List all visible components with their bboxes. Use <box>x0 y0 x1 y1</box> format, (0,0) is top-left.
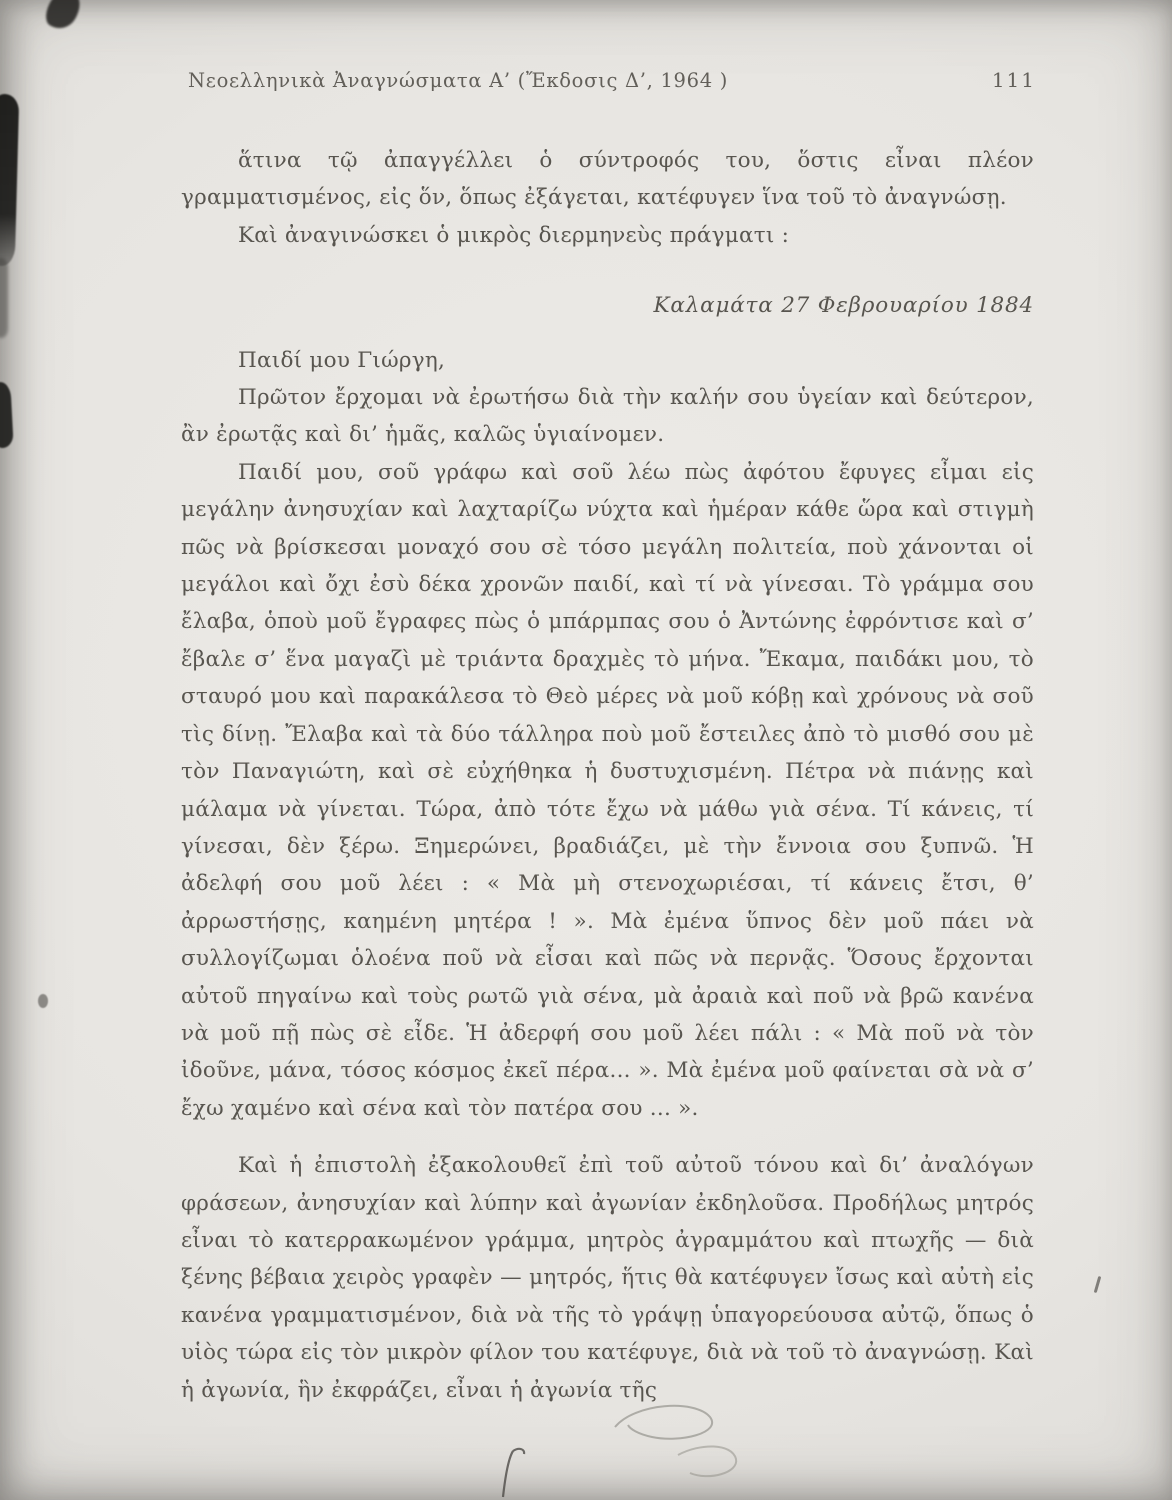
scan-artifact-margin-dot <box>38 994 48 1008</box>
letter-dateline: Καλαμάτα 27 Φεβρουαρίου 1884 <box>653 293 1034 319</box>
page-header <box>188 68 1036 92</box>
scan-artifact-left-streak-upper <box>0 94 19 267</box>
page-number: 111 <box>991 68 1036 92</box>
commentary-paragraph: Καὶ ἡ ἐπιστολὴ ἐξακολουθεῖ ἐπὶ τοῦ αὐτοῦ τόνου καὶ δι’ ἀναλόγων φράσεων, ἀνησυχίαν καὶ λύπην καὶ ἀγωνίαν ἐκδηλοῦσα. Προδήλως μητρός εἶναι τὸ κατερρακωμένον γράμμα, μητρὸς ἀγραμμάτου καὶ πτωχῆς — διὰ ξένης βέβαια χειρὸς γραφὲν — μητρός, ἥτις θὰ κατέφυγεν ἴσως καὶ αὐτὴ εἰς κανένα γραμματισμένον, διὰ νὰ τῆς τὸ γράψῃ ὑπαγορεύουσα αὐτῷ, ὅπως ὁ υἱὸς τώρα εἰς τὸν μικρὸν φίλον του κατέφυγε, διὰ νὰ τοῦ τὸ ἀναγνώσῃ. Καὶ ἡ ἀγωνία, ἣν ἐκφράζει, εἶναι ἡ ἀγωνία τῆς <box>181 1153 1034 1403</box>
letter-salutation: Παιδί μου Γιώργη, <box>238 347 446 373</box>
scan-artifact-right-tick <box>1094 1276 1102 1293</box>
intro-paragraph-2: Καὶ ἀναγινώσκει ὁ μικρὸς διερμηνεὺς πράγματι : <box>238 222 790 248</box>
letter-paragraph-1: Πρῶτον ἔρχομαι νὰ ἐρωτήσω διὰ τὴν καλήν σου ὑγείαν καὶ δεύτερον, ἂν ἐρωτᾷς καὶ δι’ ἡμᾶς, καλῶς ὑγιαίνομεν. <box>181 385 1034 448</box>
running-title: Νεοελληνικὰ Ἀναγνώσματα Α’ (Ἔκδοσις Δ’, 1964 ) <box>188 69 729 92</box>
letter-paragraph-2: Παιδί μου, σοῦ γράφω καὶ σοῦ λέω πὼς ἀφότου ἔφυγες εἶμαι εἰς μεγάλην ἀνησυχίαν καὶ λαχταρίζω νύχτα καὶ ἡμέραν κάθε ὥρα καὶ στιγμὴ πῶς νὰ βρίσκεσαι μοναχό σου σὲ τόσο μεγάλη πολιτεία, ποὺ χάνονται οἱ μεγάλοι καὶ ὄχι ἐσὺ δέκα χρονῶν παιδί, καὶ τί νὰ γίνεσαι. Τὸ γράμμα σου ἔλαβα, ὁποὺ μοῦ ἔγραφες πὼς ὁ μπάρμπας σου ὁ Ἀντώνης ἐφρόντισε καὶ σ’ ἔβαλε σ’ ἕνα μαγαζὶ μὲ τριάντα δραχμὲς τὸ μήνα. Ἔκαμα, παιδάκι μου, τὸ σταυρό μου καὶ παρακάλεσα τὸ Θεὸ μέρες νὰ μοῦ κόβῃ καὶ χρόνους νὰ σοῦ τὶς δίνῃ. Ἔλαβα καὶ τὰ δύο τάλληρα ποὺ μοῦ ἔστειλες ἀπὸ τὸ μισθό σου μὲ τὸν Παναγιώτη, καὶ σὲ εὐχήθηκα ἡ δυστυχισμένη. Πέτρα νὰ πιάνῃς καὶ μάλαμα νὰ γίνεται. Τώρα, ἀπὸ τότε ἔχω νὰ μάθω γιὰ σένα. Τί κάνεις, τί γίνεσαι, δὲν ξέρω. Ξημερώνει, βραδιάζει, μὲ τὴν ἔννοια σου ξυπνῶ. Ἡ ἀδελφή σου μοῦ λέει : « Μὰ μὴ στενοχωριέσαι, τί κάνεις ἔτσι, θ’ ἀρρωστήσῃς, καημένη μητέρα ! ». Μὰ ἐμένα ὕπνος δὲν μοῦ πάει νὰ συλλογίζωμαι ὁλοένα ποῦ νὰ εἶσαι καὶ πῶς νὰ περνᾷς. Ὅσους ἔρχονται αὐτοῦ πηγαίνω καὶ τοὺς ρωτῶ γιὰ σένα, μὰ ἀραιὰ καὶ ποῦ νὰ βρῶ κανένα νὰ μοῦ πῇ πὼς σὲ εἶδε. Ἡ ἀδερφή σου μοῦ λέει πάλι : « Μὰ ποῦ νὰ τὸν ἰδοῦνε, μάνα, τόσος κόσμος ἐκεῖ πέρα... ». Μὰ ἐμένα μοῦ φαίνεται σὰ νὰ σ’ ἔχω χαμένο καὶ σένα καὶ τὸν πατέρα σου ... ». <box>181 459 1034 1121</box>
intro-paragraph-1: ἅτινα τῷ ἀπαγγέλλει ὁ σύντροφός του, ὅστις εἶναι πλέον γραμματισμένος, εἰς ὅν, ὅπως ἐξάγεται, κατέφυγεν ἵνα τοῦ τὸ ἀναγνώσῃ. <box>181 148 1034 211</box>
scan-artifact-corner-mark <box>40 0 87 35</box>
scan-artifact-left-streak-lower <box>0 382 14 449</box>
page-text <box>181 142 1034 1409</box>
scan-artifact-left-streak-fade <box>0 258 8 338</box>
pencil-stroke <box>485 1445 535 1500</box>
